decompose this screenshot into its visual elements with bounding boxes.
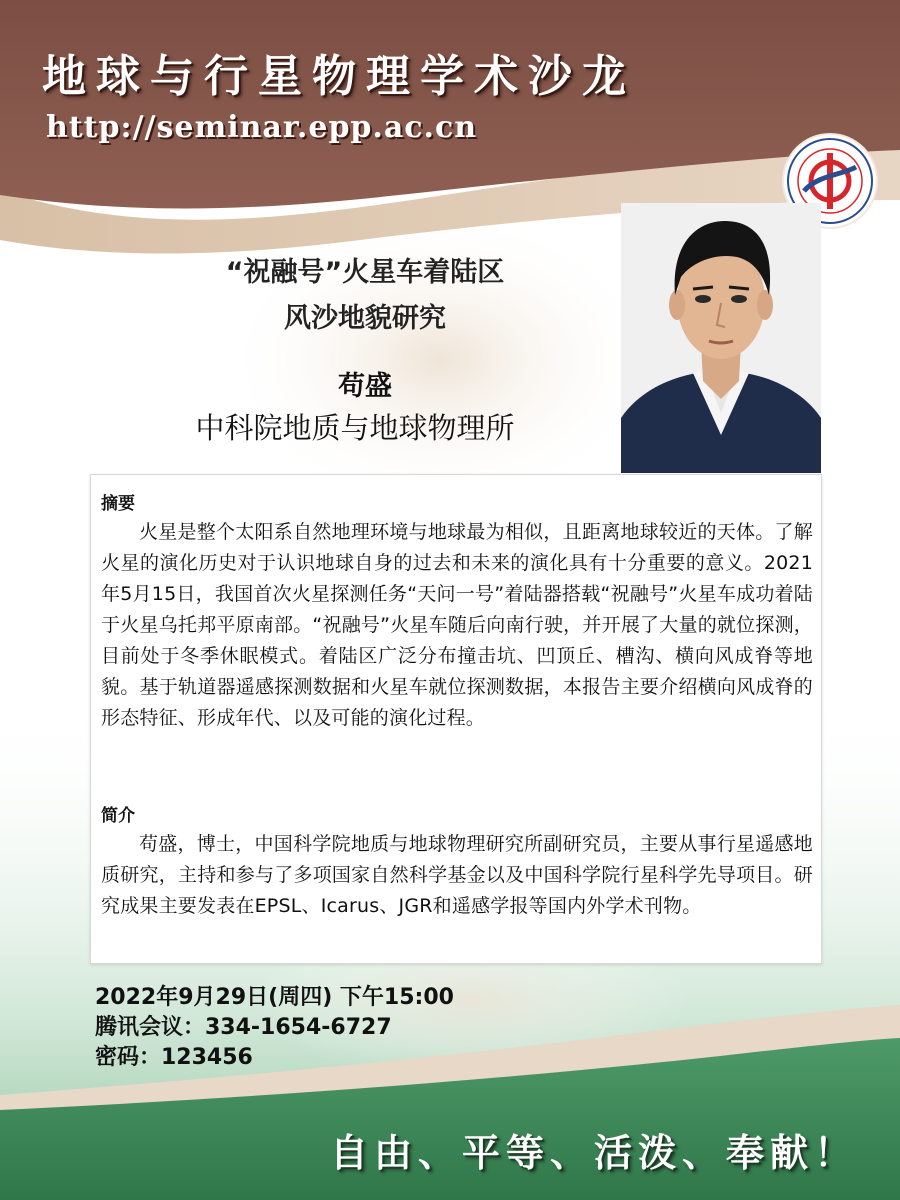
bio-text: 苟盛，博士，中国科学院地质与地球物理研究所副研究员，主要从事行星遥感地质研究，主持和参与了多项国家自然科学基金以及中国科学院行星科学先导项目。研究成果主要发表在EPSL、Icarus、JGR和遥感学报等国内外学术刊物。 [101,833,813,917]
schedule-info [95,983,454,1073]
abstract-text: 火星是整个太阳系自然地理环境与地球最为相似，且距离地球较近的天体。了解火星的演化历史对于认识地球自身的过去和未来的演化具有十分重要的意义。2021年5月15日，我国首次火星探测任务“天问一号”着陆器搭载“祝融号”火星车成功着陆于火星乌托邦平原南部。“祝融号”火星车随后向南行驶，并开展了大量的就位探测，目前处于冬季休眠模式。着陆区广泛分布撞击坑、凹顶丘、槽沟、横向风成脊等地貌。基于轨道器遥感探测数据和火星车就位探测数据，本报告主要介绍横向风成脊的形态特征、形成年代、以及可能的演化过程。 [101,521,813,729]
footer-slogan: 自由、平等、活泼、奉献！ [330,1130,859,1175]
meeting-password: 密码：123456 [95,1045,253,1070]
speaker-photo [621,203,821,473]
abstract-bio-box [90,474,822,964]
salon-title: 地球与行星物理学术沙龙 [42,51,636,102]
speaker-name: 苟盛 [338,371,392,402]
schedule-datetime: 2022年9月29日(周四) 下午15:00 [95,985,454,1010]
speaker-affiliation: 中科院地质与地球物理所 [195,411,515,445]
bio-heading: 简介 [101,806,135,826]
talk-title-line2: 风沙地貌研究 [284,303,446,334]
talk-title [150,250,580,342]
talk-title-line1: “祝融号”火星车着陆区 [225,257,505,288]
seminar-url-link[interactable]: http://seminar.epp.ac.cn [46,110,478,145]
abstract-heading: 摘要 [101,494,135,514]
meeting-id: 腾讯会议：334-1654-6727 [95,1015,392,1040]
